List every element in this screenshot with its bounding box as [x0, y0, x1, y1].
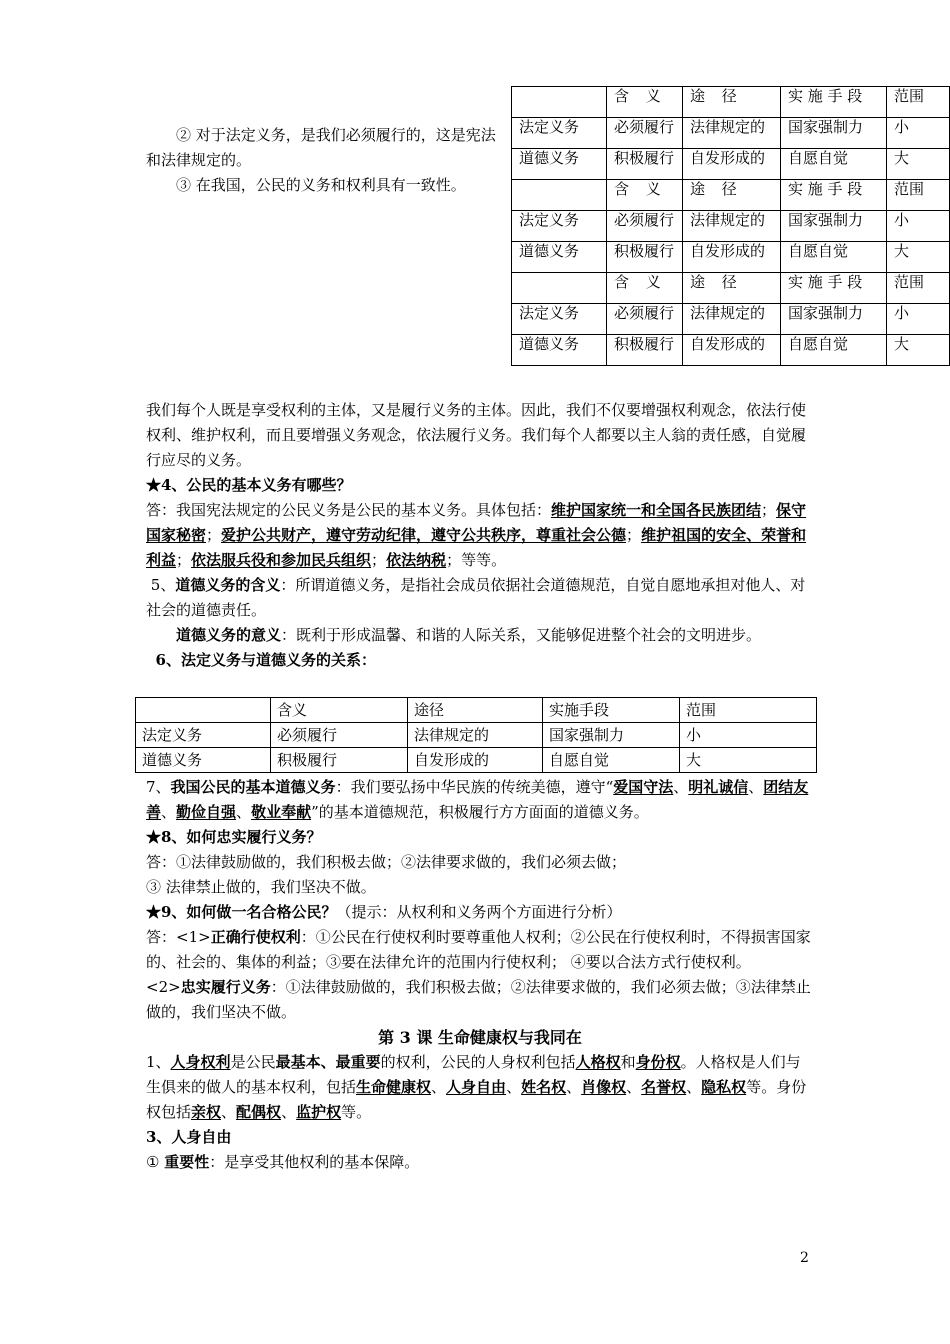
- table-cell: 道德义务: [136, 748, 271, 773]
- table-cell: 法定义务: [136, 723, 271, 748]
- body-section-1: [146, 398, 814, 673]
- body-section-2: [146, 775, 814, 1175]
- table-cell: 途 径: [683, 180, 781, 211]
- table-cell: 必须履行: [271, 723, 408, 748]
- chapter-item-3-title: 3、人身自由: [146, 1128, 232, 1146]
- table-cell: 国家强制力: [781, 118, 887, 149]
- table-cell: 范围: [680, 698, 817, 723]
- chapter-item-3-importance: ① 重要性：是享受其他权利的基本保障。: [146, 1153, 420, 1171]
- table-cell: 法律规定的: [408, 723, 543, 748]
- table-cell: 法定义务: [512, 211, 607, 242]
- table-cell: 范围: [887, 180, 950, 211]
- big-table-row: [136, 698, 817, 723]
- table-cell: 小: [887, 211, 950, 242]
- table-cell: 自发形成的: [683, 335, 781, 366]
- table-cell: 法律规定的: [683, 211, 781, 242]
- table-cell: 大: [680, 748, 817, 773]
- question-9-title: ★9、如何做一名合格公民？（提示：从权利和义务两个方面进行分析）: [146, 903, 622, 921]
- question-4-title: ★4、公民的基本义务有哪些？: [146, 476, 352, 494]
- table-cell: 必须履行: [607, 304, 683, 335]
- table-cell: 积极履行: [607, 335, 683, 366]
- big-table-row: [136, 723, 817, 748]
- question-4-answer: 答：我国宪法规定的公民义务是公民的基本义务。具体包括：维护国家统一和全国各民族团结；保守国家秘密；爱护公共财产，遵守劳动纪律，遵守公共秩序，尊重社会公德；维护祖国的安全、荣誉和利益；依法服兵役和参加民兵组织；依法纳税；等等。: [146, 501, 807, 569]
- table-cell: 必须履行: [607, 211, 683, 242]
- table-cell: 含 义: [607, 180, 683, 211]
- big-table-row: [136, 748, 817, 773]
- table-cell: 道德义务: [512, 149, 607, 180]
- duty-relationship-table: [135, 697, 817, 773]
- table-cell: 必须履行: [607, 118, 683, 149]
- question-5-meaning: 5、道德义务的含义：所谓道德义务，是指社会成员依据社会道德规范，自觉自愿地承担对他人、对社会的道德责任。: [146, 576, 806, 619]
- left-notes: [146, 123, 506, 198]
- chapter-item-1: 1、人身权利是公民最基本、最重要的权利，公民的人身权利包括人格权和身份权。人格权是人们与生俱来的做人的基本权利，包括生命健康权、人身自由、姓名权、肖像权、名誉权、隐私权等。身份权包括亲权、配偶权、监护权等。: [146, 1053, 807, 1121]
- table-cell: 实 施 手 段: [781, 87, 887, 118]
- question-9-part-1: 答：<1>正确行使权利：①公民在行使权利时要尊重他人权利；②公民在行使权利时，不得损害国家的、社会的、集体的利益；③要在法律允许的范围内行使权利； ④要以合法方式行使权利。: [146, 928, 811, 971]
- table-cell: 法律规定的: [683, 118, 781, 149]
- table-cell: 自发形成的: [683, 242, 781, 273]
- table-cell: 自愿自觉: [781, 242, 887, 273]
- table-cell: 法定义务: [512, 304, 607, 335]
- table-cell: 积极履行: [607, 149, 683, 180]
- table-cell: 途 径: [683, 87, 781, 118]
- table-cell: 国家强制力: [543, 723, 680, 748]
- table-cell: 大: [887, 242, 950, 273]
- table-cell: 含义: [271, 698, 408, 723]
- small-table-row: [512, 304, 950, 335]
- table-cell: [512, 87, 607, 118]
- small-comparison-table: [511, 86, 950, 366]
- table-cell: 自愿自觉: [781, 335, 887, 366]
- question-8-title: ★8、如何忠实履行义务？: [146, 828, 322, 846]
- small-table-row: [512, 87, 950, 118]
- table-cell: 途 径: [683, 273, 781, 304]
- note-item-2: ② 对于法定义务，是我们必须履行的，这是宪法和法律规定的。: [146, 126, 496, 169]
- table-cell: 积极履行: [271, 748, 408, 773]
- small-table-row: [512, 335, 950, 366]
- table-cell: 自发形成的: [408, 748, 543, 773]
- question-5-significance: 道德义务的意义：既利于形成温馨、和谐的人际关系，又能够促进整个社会的文明进步。: [176, 626, 762, 644]
- table-cell: 道德义务: [512, 242, 607, 273]
- page-number: 2: [800, 1250, 809, 1266]
- table-cell: 大: [887, 149, 950, 180]
- table-cell: 范围: [887, 273, 950, 304]
- table-cell: 道德义务: [512, 335, 607, 366]
- question-7: 7、我国公民的基本道德义务：我们要弘扬中华民族的传统美德，遵守“爱国守法、明礼诚信、团结友善、勤俭自强、敬业奉献”的基本道德规范，积极履行方方面面的道德义务。: [146, 778, 809, 821]
- table-cell: 自愿自觉: [781, 149, 887, 180]
- table-cell: 大: [887, 335, 950, 366]
- small-table-row: [512, 180, 950, 211]
- rights-duties-paragraph: 我们每个人既是享受权利的主体，又是履行义务的主体。因此，我们不仅要增强权利观念，依法行使权利、维护权利，而且要增强义务观念，依法履行义务。我们每个人都要以主人翁的责任感，自觉履行应尽的义务。: [146, 401, 807, 469]
- table-cell: [512, 273, 607, 304]
- question-8-answer-1: 答：①法律鼓励做的，我们积极去做；②法律要求做的，我们必须去做；: [146, 853, 627, 871]
- small-table-row: [512, 211, 950, 242]
- table-cell: 途径: [408, 698, 543, 723]
- table-cell: [512, 180, 607, 211]
- table-cell: 小: [680, 723, 817, 748]
- table-cell: 自愿自觉: [543, 748, 680, 773]
- small-table-row: [512, 242, 950, 273]
- table-cell: 小: [887, 304, 950, 335]
- table-cell: 法律规定的: [683, 304, 781, 335]
- small-table-row: [512, 118, 950, 149]
- question-8-answer-2: ③ 法律禁止做的，我们坚决不做。: [146, 878, 376, 896]
- note-item-3: ③ 在我国，公民的义务和权利具有一致性。: [176, 176, 466, 194]
- table-cell: 实施手段: [543, 698, 680, 723]
- table-cell: [136, 698, 271, 723]
- table-cell: 国家强制力: [781, 304, 887, 335]
- small-table-row: [512, 273, 950, 304]
- table-cell: 法定义务: [512, 118, 607, 149]
- table-cell: 范围: [887, 87, 950, 118]
- table-cell: 含 义: [607, 87, 683, 118]
- table-cell: 积极履行: [607, 242, 683, 273]
- chapter-title: 第 3 课 生命健康权与我同在: [378, 1028, 582, 1047]
- question-9-part-2: <2>忠实履行义务：①法律鼓励做的，我们积极去做；②法律要求做的，我们必须去做；③法律禁止做的，我们坚决不做。: [146, 978, 811, 1021]
- table-cell: 含 义: [607, 273, 683, 304]
- table-cell: 小: [887, 118, 950, 149]
- table-cell: 国家强制力: [781, 211, 887, 242]
- table-cell: 实 施 手 段: [781, 180, 887, 211]
- small-table-row: [512, 149, 950, 180]
- question-6-title: 6、法定义务与道德义务的关系：: [155, 651, 376, 669]
- table-cell: 自发形成的: [683, 149, 781, 180]
- table-cell: 实 施 手 段: [781, 273, 887, 304]
